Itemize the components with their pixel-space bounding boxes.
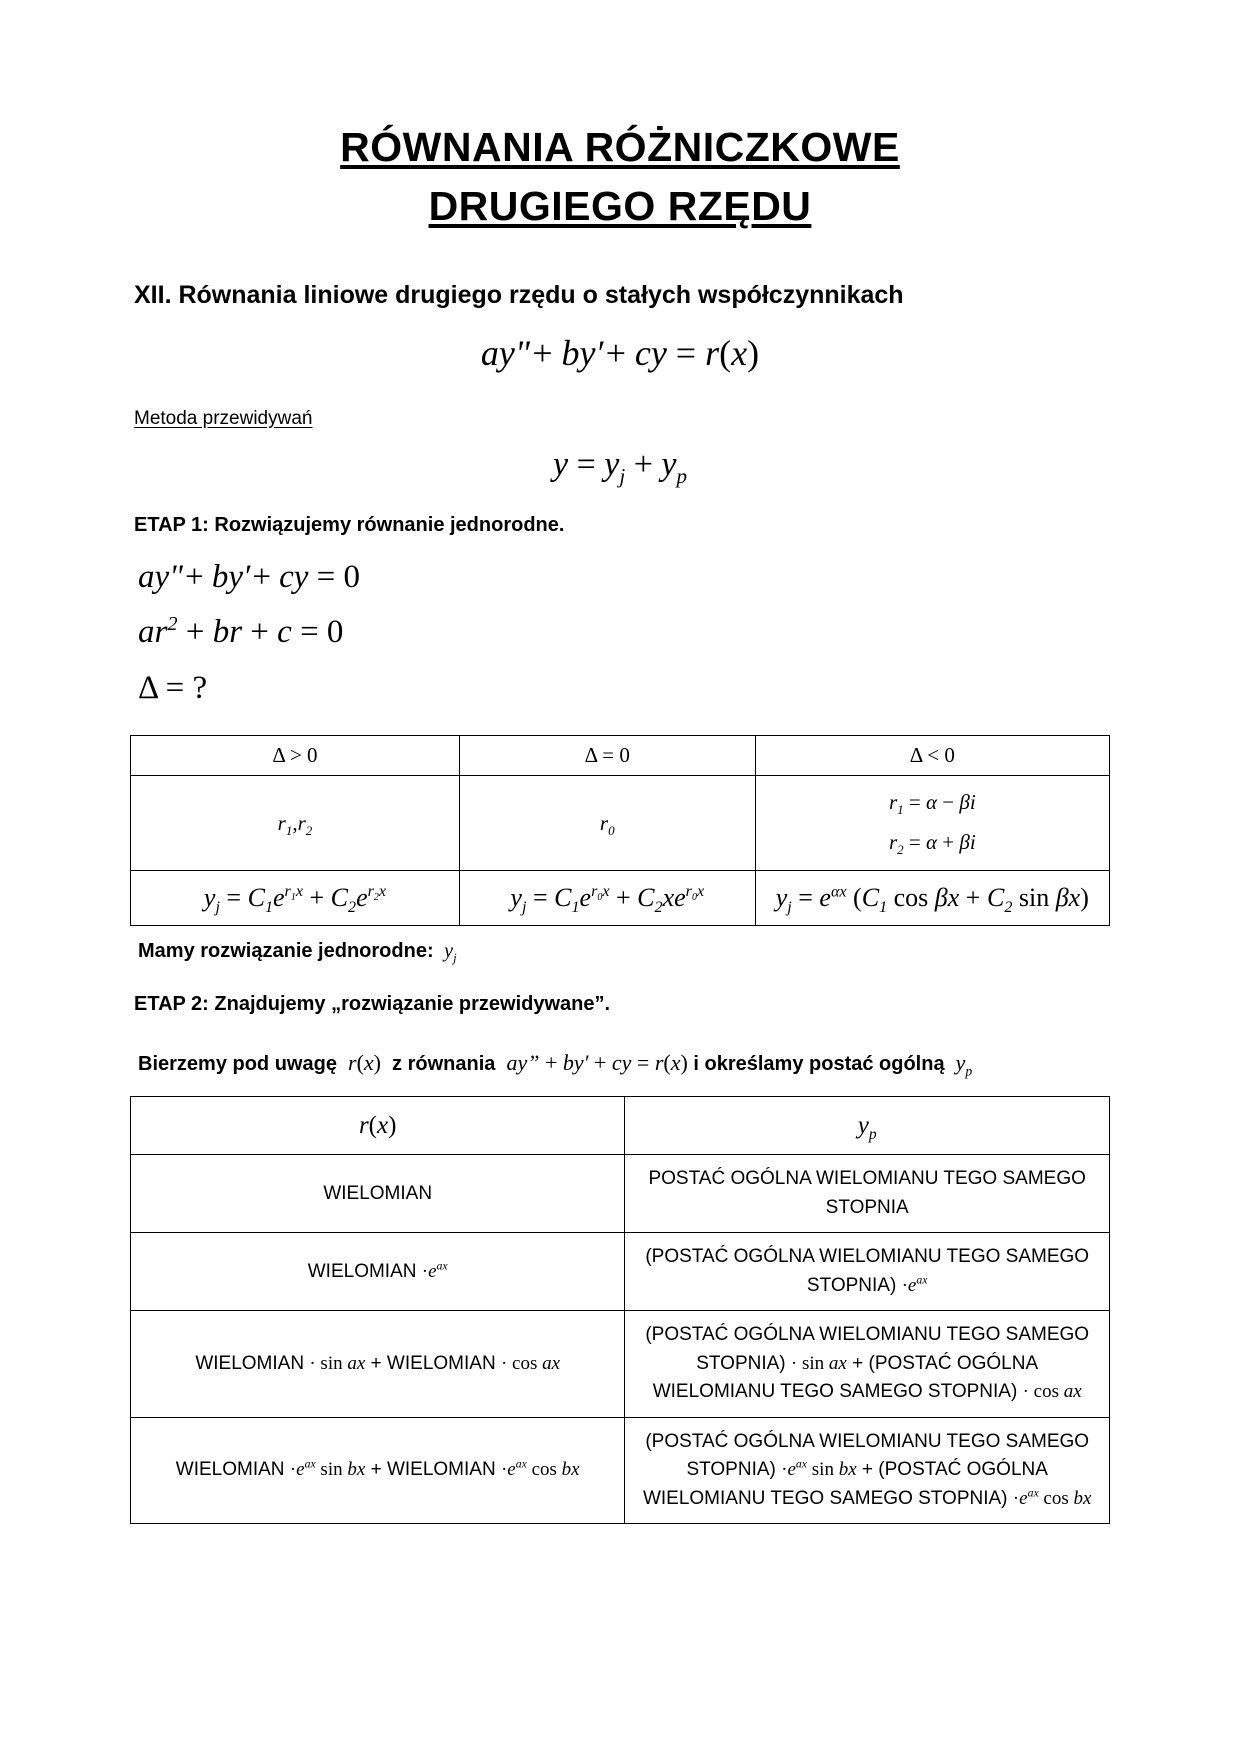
form-table-header-yp: $y_p$ bbox=[625, 1096, 1110, 1155]
method-label: Metoda przewidywań bbox=[134, 407, 313, 429]
table-row bbox=[131, 1155, 1110, 1233]
step-1-equations bbox=[138, 553, 1110, 714]
step-2-paragraph bbox=[138, 1049, 1110, 1079]
table-row bbox=[131, 736, 1110, 776]
step-2-text: ETAP 2: Znajdujemy „rozwiązanie przewidywane”. bbox=[134, 992, 611, 1015]
form-row-2-right: (POSTAĆ OGÓLNA WIELOMIANU TEGO SAMEGO STOPNIA) $\cdot e^{ax}$ bbox=[625, 1233, 1110, 1311]
solution-negative: $y_j = e^{\alpha x}$ ($C_1$ $\cos \beta x + C_2$ sin βx) bbox=[755, 870, 1109, 925]
page-title bbox=[130, 120, 1110, 235]
delta-cases-table bbox=[130, 735, 1110, 926]
form-row-1-right: POSTAĆ OGÓLNA WIELOMIANU TEGO SAMEGO STOPNIA bbox=[625, 1155, 1110, 1233]
paragraph-math-rx: r(x) bbox=[342, 1049, 381, 1075]
title-line-2: DRUGIEGO RZĘDU bbox=[428, 183, 812, 230]
title-line-1: RÓWNANIA RÓŻNICZKOWE bbox=[340, 124, 900, 170]
solution-zero: $y_j = C_1e^{r_0x} + C_2xe^{r_0x}$ bbox=[459, 870, 755, 925]
table-row bbox=[131, 870, 1110, 925]
delta-header-zero: Δ = 0 bbox=[459, 736, 755, 776]
form-table-header-rx: r(x) bbox=[131, 1096, 625, 1155]
form-row-1-left: WIELOMIAN bbox=[131, 1155, 625, 1233]
paragraph-part-2: z równania bbox=[392, 1052, 496, 1075]
table-row bbox=[131, 776, 1110, 871]
roots-negative: $r_1 = \alpha - \beta i$ $r_2 = \alpha + \beta i$ bbox=[755, 776, 1109, 871]
homogeneous-solution-caption bbox=[138, 940, 1110, 963]
homogeneous-caption-text: Mamy rozwiązanie jednorodne: bbox=[138, 939, 434, 962]
step-1-text: ETAP 1: Rozwiązujemy równanie jednorodne. bbox=[134, 513, 565, 536]
paragraph-part-3: i określamy postać ogólną bbox=[693, 1052, 945, 1075]
roots-zero: $r_0$ bbox=[459, 776, 755, 871]
general-solution-equation: $y = y_j + y_p$ bbox=[552, 445, 688, 488]
form-row-4-right: (POSTAĆ OGÓLNA WIELOMIANU TEGO SAMEGO STOPNIA) $\cdot e^{ax}$ sin bx + (POSTAĆ OGÓLNA WIELOMIANU TEGO SAMEGO STOPNIA) $\cdot e^{ax}$ cos bx bbox=[625, 1417, 1110, 1524]
paragraph-math-equation: ay” + by′ + cy = r(x) bbox=[500, 1049, 688, 1075]
table-row bbox=[131, 1417, 1110, 1524]
form-row-3-right: (POSTAĆ OGÓLNA WIELOMIANU TEGO SAMEGO STOPNIA) · sin ax + (POSTAĆ OGÓLNA WIELOMIANU TEGO SAMEGO STOPNIA) · cos ax bbox=[625, 1311, 1110, 1418]
characteristic-equation: $ar^2$ + br + c = 0 bbox=[138, 613, 344, 651]
delta-header-negative: Δ < 0 bbox=[755, 736, 1109, 776]
delta-equation: Δ = ? bbox=[138, 669, 208, 706]
form-row-4-left: WIELOMIAN $\cdot e^{ax}$ sin bx + WIELOMIAN $\cdot e^{ax}$ cos bx bbox=[131, 1417, 625, 1524]
solution-positive: $y_j = C_1e^{r_1x} + C_2e^{r_2x}$ bbox=[131, 870, 460, 925]
delta-header-positive: Δ > 0 bbox=[131, 736, 460, 776]
homogeneous-equation: ay"+ by′+ cy = 0 bbox=[138, 558, 361, 595]
form-row-2-left: WIELOMIAN $\cdot e^{ax}$ bbox=[131, 1233, 625, 1311]
table-row bbox=[131, 1311, 1110, 1418]
form-row-3-left: WIELOMIAN · sin ax + WIELOMIAN · cos ax bbox=[131, 1311, 625, 1418]
table-row bbox=[131, 1233, 1110, 1311]
paragraph-math-yp: $y_p$ bbox=[950, 1049, 973, 1079]
paragraph-part-1: Bierzemy pod uwagę bbox=[138, 1052, 337, 1075]
table-row bbox=[131, 1096, 1110, 1155]
section-heading: XII. Równania liniowe drugiego rzędu o stałych współczynnikach bbox=[134, 280, 904, 309]
roots-positive: $r_1,r_2$ bbox=[131, 776, 460, 871]
homogeneous-caption-math: $y_j$ bbox=[439, 939, 457, 965]
main-equation: ay"+ by′+ cy = r(x) bbox=[480, 332, 760, 373]
predicted-form-table bbox=[130, 1096, 1110, 1525]
